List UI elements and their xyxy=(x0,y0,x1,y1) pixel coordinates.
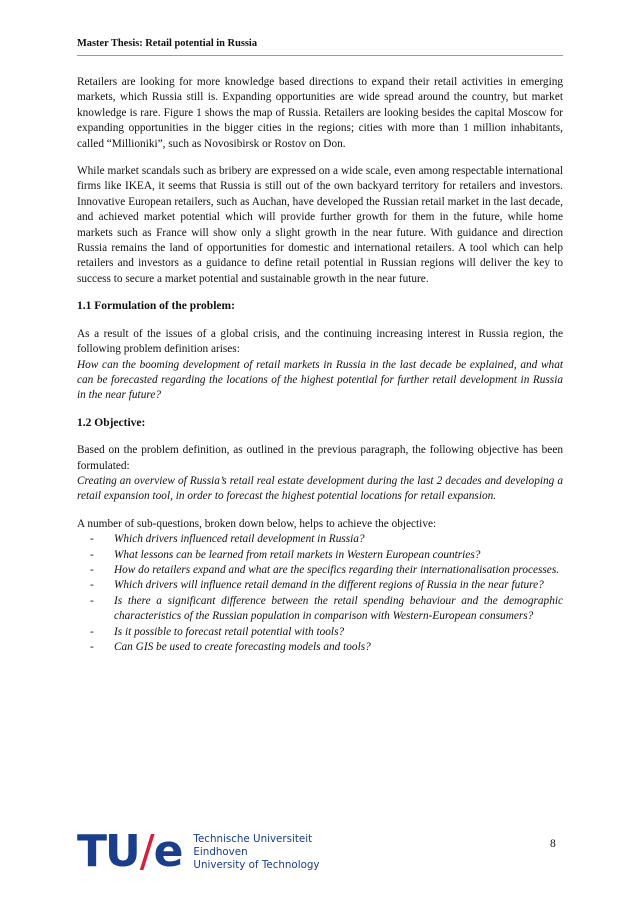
paragraph-market: While market scandals such as bribery are expressed on a wide scale, even among respectable international firms like IKEA, it seems that Russia is still out of the own backyard territory for retailers and investors. Innovative European retailers, such as Auchan, have developed the Russian retail market in the last decade, and achieved market potential which will provide further growth for them in the future, while home markets such as France will show only a slight growth in the near future. With guidance and direction Russia remains the land of opportunities for domestic and international retailers. A tool which can help retailers and investors as a guidance to define retail potential in Russian regions will deliver the key to success to secure a market potential and sustainable growth in the near future. xyxy=(77,165,563,285)
heading-objective: 1.2 Objective: xyxy=(77,416,146,429)
objective-statement: Creating an overview of Russia’s retail real estate development during the last 2 decades and developing a retail expansion tool, in order to forecast the highest potential locations for retail expansion. xyxy=(77,474,563,503)
list-bullet: - xyxy=(90,594,94,607)
subquestions-intro: A number of sub-questions, broken down below, helps to achieve the objective: xyxy=(77,517,437,530)
list-item: - Which drivers influenced retail development in Russia? xyxy=(77,532,563,547)
list-bullet: - xyxy=(90,563,94,576)
header-title: Master Thesis: Retail potential in Russia xyxy=(77,38,258,49)
tue-logo xyxy=(77,828,320,876)
list-bullet: - xyxy=(90,579,94,592)
list-bullet: - xyxy=(90,533,94,546)
paragraph-intro: Retailers are looking for more knowledge based directions to expand their retail activities in emerging markets, which Russia still is. Expanding opportunities are wide spread around the country, but market knowledge is rare. Figure 1 shows the map of Russia. Retailers are looking besides the capital Moscow for expanding opportunities in the bigger cities in the regions; cities with more than 1 million inhabitants, called “Millioniki”, such as Novosibirsk or Rostov on Don. xyxy=(77,76,563,150)
page-number: 8 xyxy=(550,838,556,850)
problem-definition: How can the booming development of retail markets in Russia in the last decade be explained, and what can be forecasted regarding the locations of the highest potential for further retail development in Russia in the near future? xyxy=(77,358,563,402)
list-item: - Which drivers will influence retail demand in the different regions of Russia in the near future? xyxy=(77,578,563,593)
list-item: - Is there a significant difference between the retail spending behaviour and the demographic characteristics of the Russian population in comparison with Western-European consumers? xyxy=(90,594,563,623)
subquestions-list xyxy=(77,532,563,655)
university-name: Technische Universiteit Eindhoven University of Technology xyxy=(193,832,320,871)
list-bullet: - xyxy=(90,641,94,653)
list-item: - What lessons can be learned from retail markets in Western European countries? xyxy=(77,548,563,563)
running-header xyxy=(77,38,563,56)
problem-intro: As a result of the issues of a global crisis, and the continuing increasing interest in Russia region, the following problem definition arises: xyxy=(77,327,563,356)
list-item: - How do retailers expand and what are the specifics regarding their internationalisation processes. xyxy=(77,563,563,578)
list-item: - Is it possible to forecast retail potential with tools? xyxy=(77,625,563,640)
list-bullet: - xyxy=(90,548,94,561)
list-item: - Can GIS be used to create forecasting models and tools? xyxy=(77,640,563,655)
page-content xyxy=(77,75,563,655)
objective-intro: Based on the problem definition, as outlined in the previous paragraph, the following objective has been formulated: xyxy=(77,444,563,472)
list-bullet: - xyxy=(90,625,94,638)
heading-problem-formulation: 1.1 Formulation of the problem: xyxy=(77,300,235,313)
tue-logo-mark: TU / e xyxy=(77,826,182,877)
